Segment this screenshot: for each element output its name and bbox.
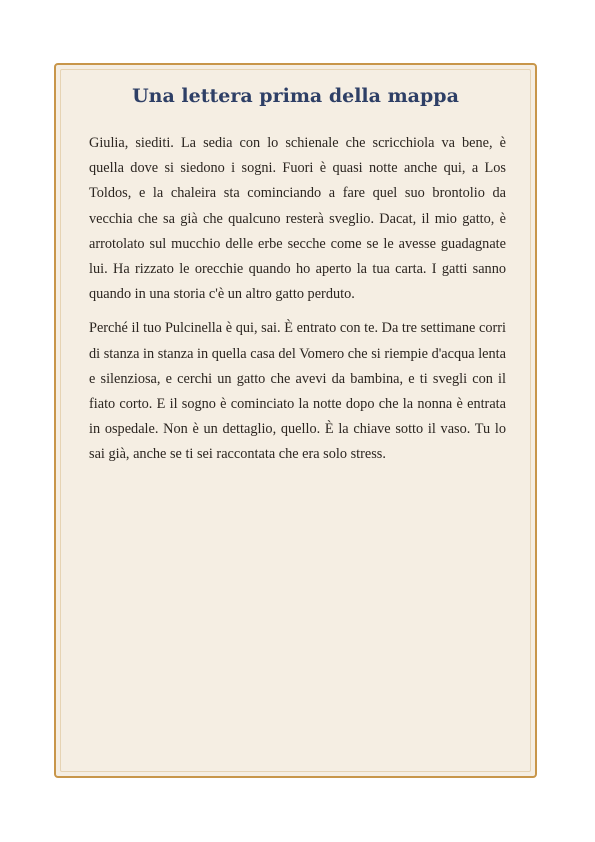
letter-card — [54, 63, 537, 778]
letter-title: Una lettera prima della mappa — [132, 85, 459, 107]
letter-body — [89, 131, 506, 477]
letter-paragraph-1: Giulia, siediti. La sedia con lo schienale che scricchiola va bene, è quella dove si siedono i sogni. Fuori è quasi notte anche qui, a Los Toldos, e la chaleira sta cominciando a fare quel suo brontolio da vecchia che sa già che qualcuno resterà sveglio. Dacat, il mio gatto, è arrotolato sul mucchio delle erbe secche come se le avesse guadagnate lui. Ha rizzato le orecchie quando ho aperto la tua carta. I gatti sanno quando in una storia c'è un altro gatto perduto. — [89, 135, 506, 303]
letter-paragraph-2: Perché il tuo Pulcinella è qui, sai. È entrato con te. Da tre settimane corri di stanza in stanza in quella casa del Vomero che si riempie d'acqua lenta e silenziosa, e cerchi un gatto che avevi da bambina, e ti svegli con il fiato corto. E il sogno è cominciato la notte dopo che la nonna è entrata in ospedale. Non è un dettaglio, quello. È la chiave sotto il vaso. Tu lo sai già, anche se ti sei raccontata che era solo stress. — [89, 320, 506, 463]
